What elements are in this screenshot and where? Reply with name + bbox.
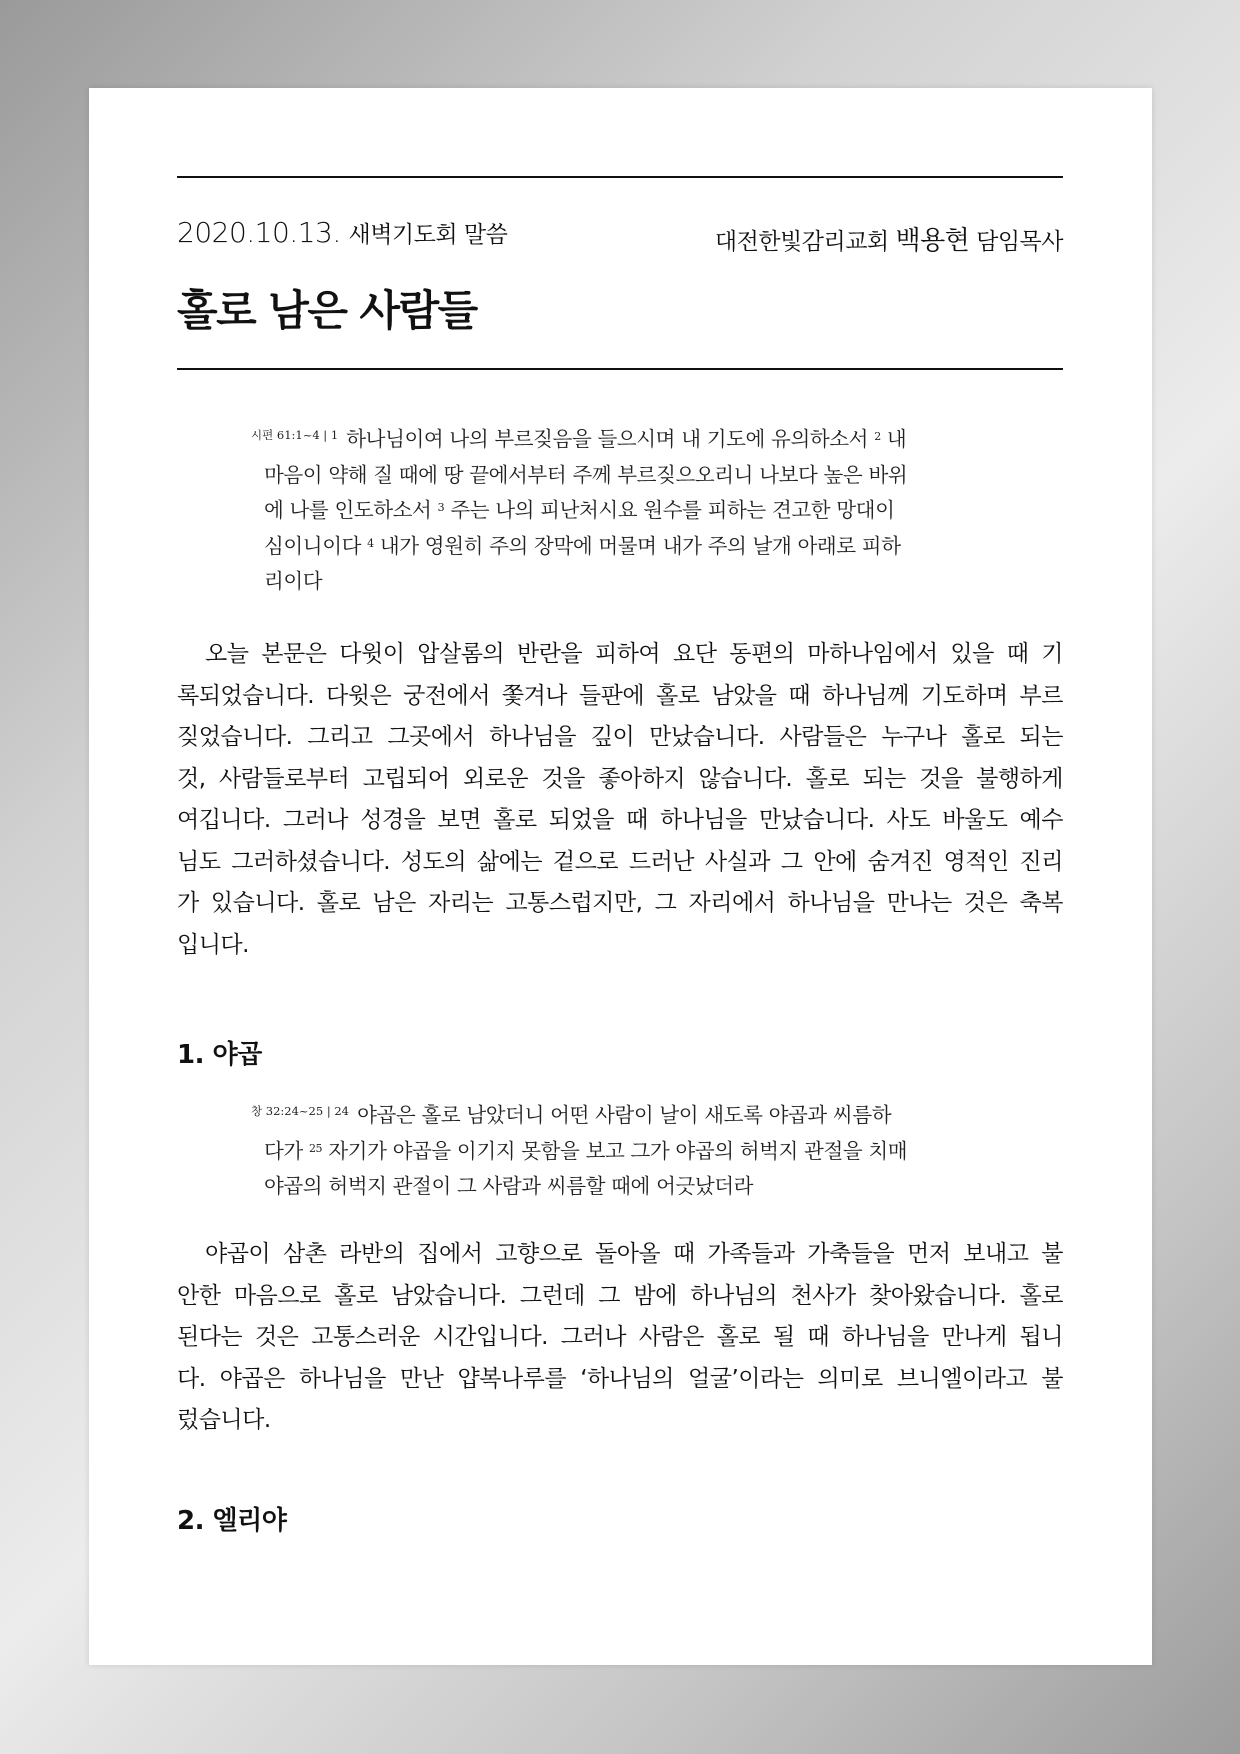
scripture-line: $^{시편 61:1\sim 4 | 1}$ 하나님이여 나의 부르짖음을 들으시며 내 기도에 유의하소서 $^2$ 내 [251,427,907,451]
verse-number: 2 [874,430,881,443]
paragraph-line: 야곱이 삼촌 라반의 집에서 고향으로 돌아올 때 가족들과 가축들을 먼저 보내고 불 [205,1241,1063,1267]
paragraph-line: 다. 야곱은 하나님을 만난 얍복나루를 ‘하나님의 얼굴’이라는 의미로 브니엘이라고 불 [177,1365,1063,1392]
verse-number: 4 [367,536,374,550]
scripture-line: 리이다 [264,569,323,593]
scripture-passage-psalm [251,418,993,600]
scripture-reference: 시편 61:1~4 | 1 [251,428,339,442]
paragraph-line: 것, 사람들로부터 고립되어 외로운 것을 좋아하지 않습니다. 홀로 되는 것을 불행하게 [177,765,1063,792]
paragraph-line: 여깁니다. 그러나 성경을 보면 홀로 되었을 때 하나님을 만났습니다. 사도 바울도 예수 [177,807,1063,833]
paragraph-line: 렀습니다. [177,1407,271,1433]
paragraph-line: 입니다. [177,931,249,958]
body-paragraph-intro [177,634,1063,966]
body-paragraph-jacob [177,1234,1063,1442]
scripture-reference: 창 32:24~25 | 24 [251,1104,349,1118]
paragraph-line: 가 있습니다. 홀로 남은 자리는 고통스럽지만, 그 자리에서 하나님을 만나는 것은 축복 [177,890,1063,916]
verse-number: 25 [308,1141,323,1155]
paragraph-line: 록되었습니다. 다윗은 궁전에서 쫓겨나 들판에 홀로 남았을 때 하나님께 기도하며 부르 [177,682,1063,709]
paragraph-line: 오늘 본문은 다윗이 압살롬의 반란을 피하여 요단 동편의 마하나임에서 있을 때 기 [205,641,1063,667]
section-heading-elijah: 2. 엘리야 [177,1506,287,1536]
pastor-title: 담임목사 [976,229,1063,255]
scripture-line: 마음이 약해 질 때에 땅 끝에서부터 주께 부르짖으오리니 나보다 높은 바위 [264,462,908,487]
paragraph-line: 님도 그러하셨습니다. 성도의 삶에는 겉으로 드러난 사실과 그 안에 숨겨진 영적인 진리 [177,848,1063,875]
verse-number: 3 [437,501,445,514]
scripture-line: 야곱의 허벅지 관절이 그 사람과 씨름할 때에 어긋났더라 [264,1174,754,1198]
sermon-date-line [177,216,507,249]
scripture-line: $^{창 32:24\sim 25 | 24}$ 야곱은 홀로 남았더니 어떤 사람이 날이 새도록 야곱과 씨름하 [251,1103,892,1127]
scripture-line: 다가 $^{25}$ 자기가 야곱을 이기지 못함을 보고 그가 야곱의 허벅지 관절을 치매 [264,1138,908,1163]
scripture-line: 심이니이다 $^4$ 내가 영원히 주의 장막에 머물며 내가 주의 날개 아래로 피하 [264,533,901,558]
scripture-passage-genesis [251,1094,993,1205]
scripture-line: 에 나를 인도하소서 $^3$ 주는 나의 피난처시요 원수를 피하는 견고한 망대이 [264,498,895,522]
paragraph-line: 짖었습니다. 그리고 그곳에서 하나님을 깊이 만났습니다. 사람들은 누구나 홀로 되는 [177,724,1063,750]
top-divider [177,176,1063,178]
document-page [89,88,1152,1665]
church-name: 대전한빛감리교회 [714,229,889,255]
church-info [715,220,1063,257]
sermon-title: 홀로 남은 사람들 [177,286,477,335]
pastor-name: 백용현 [895,226,970,256]
sermon-date: 2020.10.13. [177,216,341,249]
paragraph-line: 된다는 것은 고통스러운 시간입니다. 그러나 사람은 홀로 될 때 하나님을 만나게 됩니 [177,1324,1063,1350]
service-name: 새벽기도회 말씀 [348,222,508,248]
section-heading-jacob: 1. 야곱 [177,1040,262,1070]
bottom-divider [177,368,1063,370]
paragraph-line: 안한 마음으로 홀로 남았습니다. 그런데 그 밤에 하나님의 천사가 찾아왔습니다. 홀로 [177,1282,1063,1309]
